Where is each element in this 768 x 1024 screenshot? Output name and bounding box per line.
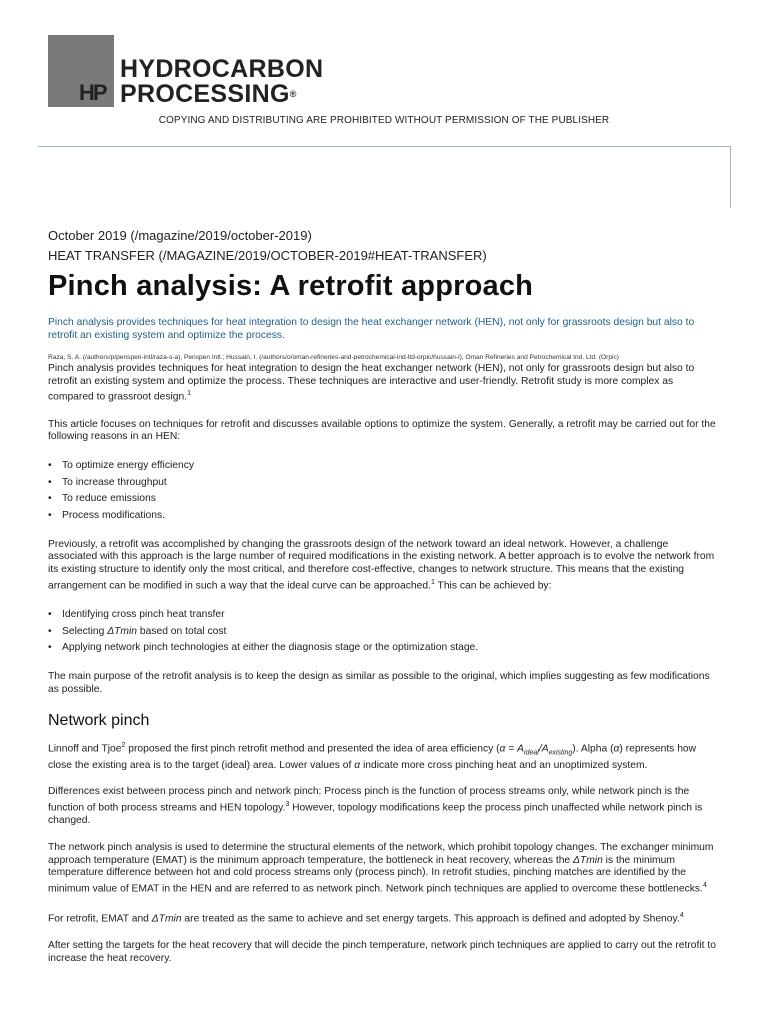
paragraph: Linnoff and Tjoe$^2$ proposed the first pinch retrofit method and presented the idea of area efficiency $(\alpha = A_{ideal}/A_{existing})$. Alpha (α) represents how close the existing area is to the target (ideal) area. Lower values of α indicate more cross pinching heat and an unoptimized system. (48, 741, 697, 771)
paragraph: Previously, a retrofit was accomplished by changing the grassroots design of the network toward an ideal network. However, a challenge associated with this approach is the large number of required modifications in the existing network. A better approach is to evolve the network from its existing structure to identify only the most critical, and therefore cost-effective, changes to network structure. This means that the existing arrangement can be modified in such a way that the ideal curve can be approached.$^1$ This can be achieved by: (48, 538, 715, 592)
article-lead: Pinch analysis provides techniques for heat integration to design the heat exchanger network (HEN), not only for grassroots design but also to retrofit an existing system and optimize the process. (48, 317, 695, 341)
footnote-ref[interactable]: 3 (285, 801, 290, 809)
header-divider-vertical (730, 146, 731, 208)
footnote-ref[interactable]: 1 (430, 578, 435, 586)
list-item: • To optimize energy efficiency (62, 458, 720, 475)
logo-line-2: PROCESSING® (120, 80, 297, 108)
category-link[interactable]: HEAT TRANSFER (/MAGAZINE/2019/OCTOBER-2019#HEAT-TRANSFER) (48, 248, 487, 263)
paragraph: The main purpose of the retrofit analysis is to keep the design as similar as possible to the original, which implies suggesting as few modifications as possible. (48, 671, 710, 695)
paragraph: After setting the targets for the heat recovery that will decide the pinch temperature, network pinch techniques are applied to carry out the retrofit to increase the heat recovery. (48, 940, 716, 964)
registered-mark: ® (289, 89, 297, 99)
logo-line-1: HYDROCARBON (120, 55, 324, 83)
paragraph: This article focuses on techniques for retrofit and discusses available options to optimize the system. Generally, a retrofit may be carried out for the following reasons in an HEN: (48, 418, 716, 443)
list-item: • Applying network pinch technologies at either the diagnosis stage or the optimization stage. (62, 640, 720, 657)
reasons-list (48, 458, 720, 525)
author-byline[interactable]: Raza, S. A. (/authors/p/penspen-intl/raza-s-a), Penspen Intl.; Hussain, I. (/authors/o/oman-refineries-and-petrochemical-ind-ltd-orpic/hussain-i), Oman Refineries and Petrochemical Ind. Ltd. (Orpic) (48, 354, 619, 361)
article (48, 226, 720, 980)
section-heading: Network pinch (48, 711, 150, 729)
list-item: • Selecting ΔTmin based on total cost (62, 624, 720, 641)
article-title: Pinch analysis: A retrofit approach (48, 270, 534, 302)
list-item: • To reduce emissions (62, 491, 720, 508)
paragraph: Pinch analysis provides techniques for heat integration to design the heat exchanger network (HEN), not only for grassroots design but also to retrofit an existing system and optimize the process. These techniques are interactive and user-friendly. Retrofit study is more complex as compared to grassroot design.$^1$ (48, 363, 695, 403)
footnote-ref[interactable]: 1 (187, 390, 191, 398)
issue-link[interactable]: October 2019 (/magazine/2019/october-2019) (48, 228, 312, 243)
publication-logo[interactable] (120, 57, 323, 107)
methods-list (48, 607, 720, 657)
footnote-ref[interactable]: 4 (679, 912, 684, 920)
article-body (48, 363, 720, 966)
list-item: • Identifying cross pinch heat transfer (62, 607, 720, 624)
list-item: • To increase throughput (62, 475, 720, 492)
hp-logo-mark: HP (79, 80, 106, 105)
paragraph: Differences exist between process pinch and network pinch: Process pinch is the function of process streams only, while network pinch is the function of both process streams and HEN topology.$^3$ However, topology modifications keep the process pinch unaffected while network pinch is changed. (48, 786, 703, 827)
footnote-ref[interactable]: 2 (121, 741, 126, 749)
header-divider (38, 146, 731, 147)
paragraph: For retrofit, EMAT and ΔTmin are treated as the same to achieve and set energy targets. This approach is defined and adopted by Shenoy.$^4$ (48, 912, 684, 925)
paragraph: The network pinch analysis is used to determine the structural elements of the network, which prohibit topology changes. The exchanger minimum approach temperature (EMAT) is the minimum approach temperature, the bottleneck in heat recovery, whereas the ΔTmin is the minimum temperature difference between hot and cold process streams only (process pinch). In retrofit studies, pinching matches are identified by the minimum value of EMAT in the HEN and are referred to as network pinch. Network pinch techniques are applied to overcome these bottlenecks.$^4$ (48, 841, 714, 895)
copyright-notice: COPYING AND DISTRIBUTING ARE PROHIBITED WITHOUT PERMISSION OF THE PUBLISHER (158, 115, 610, 126)
list-item: • Process modifications. (62, 508, 720, 525)
footnote-ref[interactable]: 4 (702, 882, 707, 890)
